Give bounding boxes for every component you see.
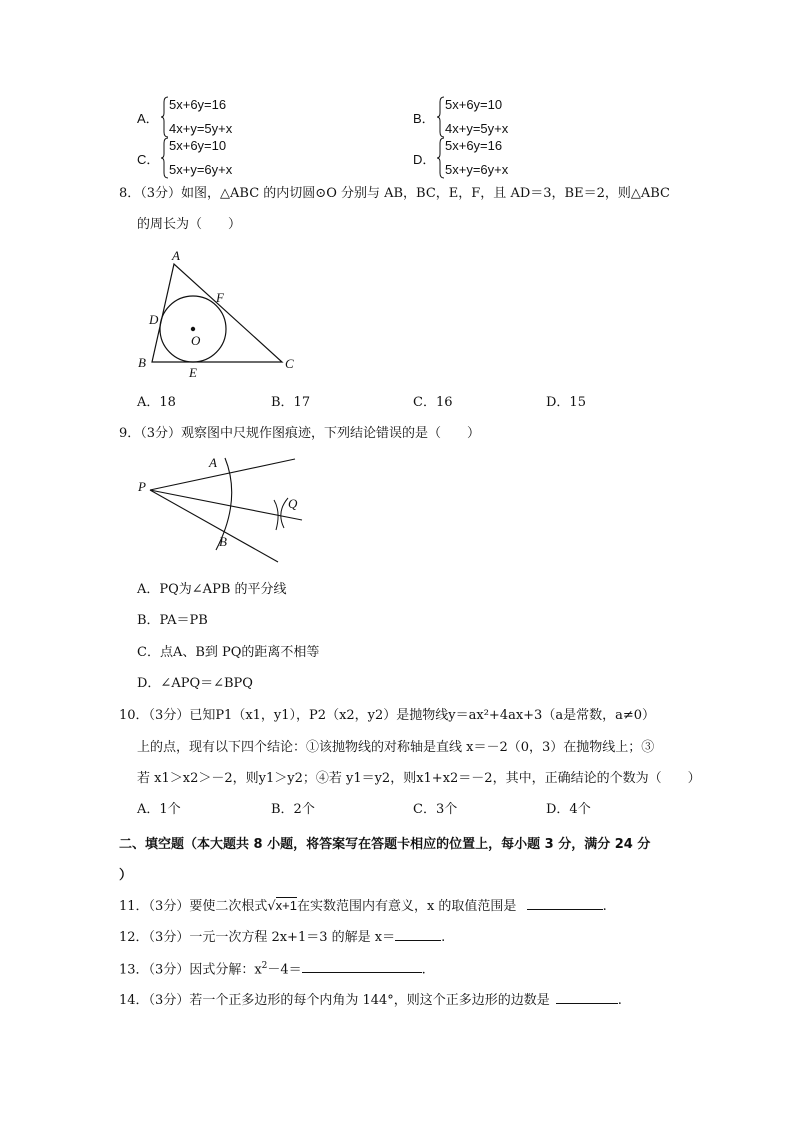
q8-incircle-figure	[130, 244, 310, 384]
q14-answer-blank[interactable]	[556, 990, 618, 1004]
radical-icon: √	[267, 899, 276, 914]
q9-option-b: B．PA＝PB	[137, 613, 208, 628]
q11-text-before: 11．（3分）要使二次根式	[119, 899, 268, 914]
q13-row	[119, 958, 426, 978]
ray-pa	[150, 459, 295, 490]
q11-text-after: 在实数范围内有意义，x 的取值范围是	[296, 899, 517, 914]
label-f: F	[216, 290, 224, 305]
q7-option-b-system	[437, 96, 557, 142]
brace-icon	[161, 137, 169, 179]
label-o: O	[191, 333, 201, 348]
q7-option-a-eq2: 4x+y=5y+x	[169, 121, 233, 136]
label-a: A	[172, 248, 180, 263]
q13-answer-blank[interactable]	[302, 959, 422, 973]
q14-text: 14．（3分）若一个正多边形的每个内角为 144°，则这个正多边形的边数是	[119, 993, 550, 1008]
q8-stem-line1: 8．（3分）如图，△ABC 的内切圆⊙O 分别与 AB，BC，E，F，且 AD＝3，BE＝2，则△ABC	[119, 186, 670, 201]
label-d: D	[149, 312, 159, 327]
q9-construction-figure	[130, 450, 310, 570]
arc-q2	[281, 498, 288, 528]
q7-option-d-eq2: 5x+y=6y+x	[445, 162, 509, 177]
section-2-heading-line1: 二、填空题（本大题共 8 小题，将答案写在答题卡相应的位置上，每小题 3 分，满分 24 分	[119, 837, 651, 852]
section-2-heading-line2: ）	[119, 868, 133, 883]
label-q: Q	[288, 496, 298, 511]
brace-icon	[161, 96, 169, 138]
ray-pq	[150, 490, 302, 520]
q13-text-mid: －4＝	[267, 962, 302, 978]
q12-answer-blank[interactable]	[395, 927, 441, 941]
label-b: B	[219, 534, 227, 549]
brace-icon	[437, 96, 445, 138]
label-a: A	[209, 455, 217, 470]
q7-option-c-eq2: 5x+y=6y+x	[169, 162, 233, 177]
q12-row	[119, 927, 445, 946]
q7-option-a-eq1: 5x+6y=16	[169, 97, 227, 112]
q8-option-d: D．15	[546, 395, 586, 410]
q9-option-a: A．PQ为∠APB 的平分线	[137, 582, 287, 597]
q12-end: .	[441, 930, 446, 945]
q7-option-d-system	[437, 137, 557, 183]
q10-option-d: D．4个	[546, 802, 591, 817]
label-b: B	[138, 355, 146, 370]
q14-row	[119, 990, 622, 1009]
brace-icon	[437, 137, 445, 179]
q13-end: .	[421, 962, 426, 978]
q11-answer-blank[interactable]	[527, 896, 603, 910]
ray-pb	[150, 490, 278, 562]
label-c: C	[285, 356, 294, 371]
q10-option-b: B．2个	[271, 802, 315, 817]
q10-option-c: C．3个	[413, 802, 458, 817]
q10-option-a: A．1个	[137, 802, 181, 817]
q11-row	[119, 896, 607, 915]
q8-option-a: A．18	[137, 395, 176, 410]
q10-stem-line1: 10．（3分）已知P1（x1，y1），P2（x2，y2）是抛物线y＝ax²+4ax+3（a是常数，a≠0）	[119, 708, 655, 723]
q7-option-a-system	[161, 96, 281, 142]
q9-stem: 9．（3分）观察图中尺规作图痕迹，下列结论错误的是（ ）	[119, 426, 481, 441]
q8-option-b: B．17	[271, 395, 311, 410]
q7-option-c-system	[161, 137, 281, 183]
q8-option-c: C．16	[413, 395, 453, 410]
label-p: P	[138, 479, 146, 494]
label-e: E	[189, 365, 197, 380]
q7-option-c-eq1: 5x+6y=10	[169, 138, 227, 153]
q10-stem-line2: 上的点，现有以下四个结论：①该抛物线的对称轴是直线 x＝－2（0，3）在抛物线上；③	[137, 740, 655, 755]
q10-stem-line3: 若 x1＞x2＞－2，则y1＞y2；④若 y1＝y2，则x1+x2＝－2，其中，正确结论的个数为（ ）	[137, 771, 701, 786]
q7-option-a-label: A．	[137, 111, 159, 126]
q9-option-c: C．点A、B到 PQ的距离不相等	[137, 645, 320, 660]
center-point	[191, 327, 195, 331]
triangle-abc	[152, 264, 282, 362]
q13-exponent: 2	[261, 961, 268, 971]
q11-radicand: x+1	[275, 898, 297, 913]
q8-stem-line2: 的周长为（ ）	[137, 217, 242, 232]
q12-text: 12．（3分）一元一次方程 2x+1＝3 的解是 x＝	[119, 930, 396, 945]
q7-option-d-eq1: 5x+6y=16	[445, 138, 503, 153]
q14-end: .	[617, 993, 622, 1008]
q11-end: .	[602, 899, 607, 914]
q13-text: 13．（3分）因式分解：x	[119, 962, 262, 978]
q9-option-d: D．∠APQ＝∠BPQ	[137, 676, 253, 691]
q7-option-b-eq1: 5x+6y=10	[445, 97, 503, 112]
q7-option-c-label: C．	[137, 152, 160, 167]
q7-option-d-label: D．	[413, 152, 436, 167]
q7-option-b-label: B．	[413, 111, 435, 126]
q7-option-b-eq2: 4x+y=5y+x	[445, 121, 509, 136]
